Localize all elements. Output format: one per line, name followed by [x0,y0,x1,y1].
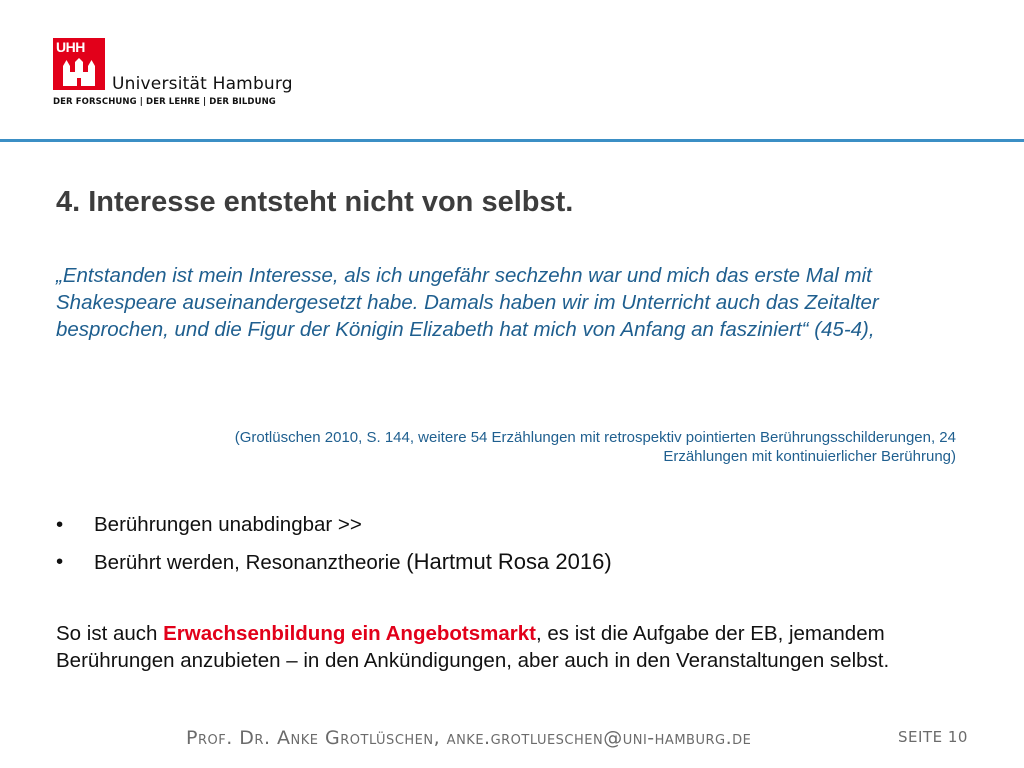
hamburg-castle-icon [61,58,97,88]
header-divider [0,139,1024,142]
bullet-text-b: unabdingbar >> [212,513,362,536]
paragraph-after: , es ist die Aufgabe der EB, jemandem Berührungen anzubieten – in den Ankündigungen, aber auch in den Veranstaltungen selbst. [56,622,890,672]
university-name: Universität Hamburg [112,74,293,94]
slide-title: 4. Interesse entsteht nicht von selbst. [56,186,574,218]
bullet-marker: • [56,550,64,573]
logo-mark: UHH [56,39,85,55]
bullet-text-c: (Hartmut Rosa 2016) [406,549,612,574]
university-logo [53,38,105,90]
list-item [56,547,612,584]
list-item [56,510,612,547]
bullet-text-a: Berührungen [94,513,213,536]
citation-line-2: Erzählungen mit kontinuierlicher Berührung) [663,448,956,465]
bullet-marker: • [56,513,64,536]
page-value: 10 [947,728,968,746]
bullet-text-a: Berührt werden, [94,551,246,574]
bullet-text-b: Resonanztheorie [245,551,407,574]
citation [56,428,956,466]
page-number [898,728,968,746]
footer-author: Prof. Dr. Anke Grotlüschen, anke.grotlueschen@uni-hamburg.de [186,727,752,749]
interview-quote: „Entstanden ist mein Interesse, als ich ungefähr sechzehn war und mich das erste Mal mit Shakespeare auseinandergesetzt habe. Damals haben wir im Unterricht auch das Zeitalter besprochen, und die Figur der Königin Elizabeth hat mich von Anfang an fasziniert“ (45-4), [56,264,879,341]
page-label: SEITE [898,728,943,746]
bullet-list [56,510,612,584]
paragraph-highlight: Erwachsenbildung ein Angebotsmarkt [163,622,536,645]
citation-line-1: (Grotlüschen 2010, S. 144, weitere 54 Erzählungen mit retrospektiv pointierten Berührungsschilderungen, 24 [234,429,956,446]
conclusion-paragraph [56,620,966,674]
university-motto: DER FORSCHUNG | DER LEHRE | DER BILDUNG [53,97,276,107]
paragraph-before: So ist auch [56,622,164,645]
